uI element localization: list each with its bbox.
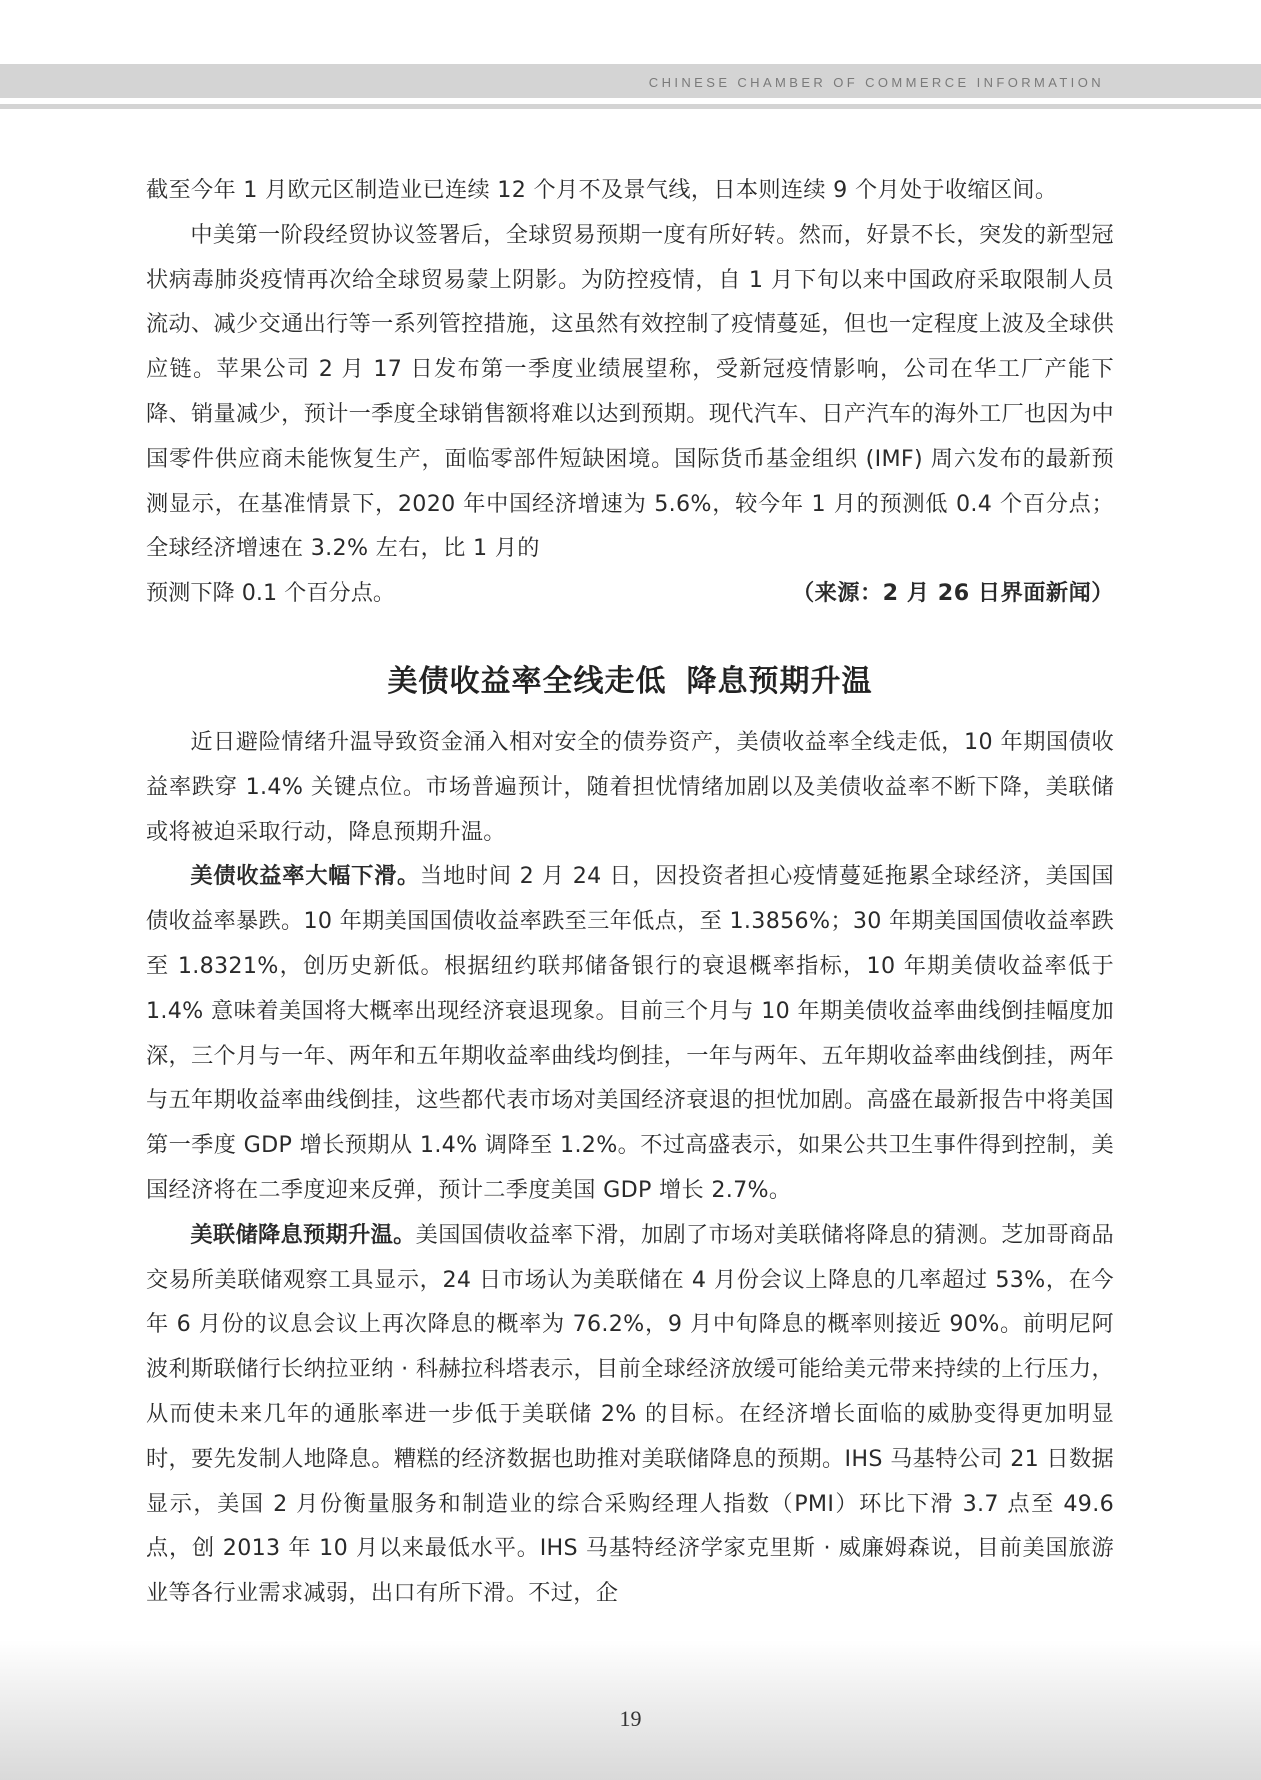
section-title	[146, 662, 1114, 702]
paragraph-intro: 近日避险情绪升温导致资金涌入相对安全的债券资产，美债收益率全线走低，10 年期国债收益率跌穿 1.4% 关键点位。市场普遍预计，随着担忧情绪加剧以及美债收益率不断下降，美联储或将被迫采取行动，降息预期升温。	[146, 728, 1114, 845]
page-content	[146, 168, 1114, 1616]
paragraph-continued: 截至今年 1 月欧元区制造业已连续 12 个月不及景气线，日本则连续 9 个月处于收缩区间。	[146, 177, 1058, 203]
paragraph-rate-cut	[146, 1213, 1114, 1616]
paragraph-last-text: 预测下降 0.1 个百分点。	[146, 580, 396, 607]
body-yield-decline: 当地时间 2 月 24 日，因投资者担心疫情蔓延拖累全球经济，美国国债收益率暴跌。10 年期美国国债收益率跌至三年低点，至 1.3856%；30 年期美国国债收益率跌至 1.8321%，创历史新低。根据纽约联邦储备银行的衰退概率指标，10 年期美债收益率低于 1.4% 意味着美国将大概率出现经济衰退现象。目前三个月与 10 年期美债收益率曲线倒挂幅度加深，三个月与一年、两年和五年期收益率曲线均倒挂，一年与两年、五年期收益率曲线倒挂，两年与五年期收益率曲线倒挂，这些都代表市场对美国经济衰退的担忧加剧。高盛在最新报告中将美国第一季度 GDP 增长预期从 1.4% 调降至 1.2%。不过高盛表示，如果公共卫生事件得到控制，美国经济将在二季度迎来反弹，预计二季度美国 GDP 增长 2.7%。	[146, 863, 1115, 1203]
section-title-part2: 降息预期升温	[686, 663, 873, 699]
source-citation: （来源：2 月 26 日界面新闻）	[791, 580, 1114, 607]
paragraph-last-line	[146, 571, 1114, 616]
paragraph-yield-decline	[146, 854, 1114, 1212]
paragraph-trade-outlook: 中美第一阶段经贸协议签署后，全球贸易预期一度有所好转。然而，好景不长，突发的新型冠状病毒肺炎疫情再次给全球贸易蒙上阴影。为防控疫情，自 1 月下旬以来中国政府采取限制人员流动、减少交通出行等一系列管控措施，这虽然有效控制了疫情蔓延，但也一定程度上波及全球供应链。苹果公司 2 月 17 日发布第一季度业绩展望称，受新冠疫情影响，公司在华工厂产能下降、销量减少，预计一季度全球销售额将难以达到预期。现代汽车、日产汽车的海外工厂也因为中国零件供应商未能恢复生产，面临零部件短缺困境。国际货币基金组织 (IMF) 周六发布的最新预测显示，在基准情景下，2020 年中国经济增速为 5.6%，较今年 1 月的预测低 0.4 个百分点；全球经济增速在 3.2% 左右，比 1 月的	[146, 221, 1114, 562]
section-title-part1: 美债收益率全线走低	[387, 663, 667, 699]
lead-rate-cut: 美联储降息预期升温。	[190, 1221, 416, 1248]
header-rule	[0, 104, 1261, 109]
lead-yield-decline: 美债收益率大幅下滑。	[190, 863, 420, 890]
page-number: 19	[619, 1706, 642, 1731]
running-header: CHINESE CHAMBER OF COMMERCE INFORMATION	[648, 75, 1104, 90]
body-rate-cut: 美国国债收益率下滑，加剧了市场对美联储将降息的猜测。芝加哥商品交易所美联储观察工具显示，24 日市场认为美联储在 4 月份会议上降息的几率超过 53%，在今年 6 月份的议息会议上再次降息的概率为 76.2%，9 月中旬降息的概率则接近 90%。前明尼阿波利斯联储行长纳拉亚纳 · 科赫拉科塔表示，目前全球经济放缓可能给美元带来持续的上行压力，从而使未来几年的通胀率进一步低于美联储 2% 的目标。在经济增长面临的威胁变得更加明显时，要先发制人地降息。糟糕的经济数据也助推对美联储降息的预期。IHS 马基特公司 21 日数据显示，美国 2 月份衡量服务和制造业的综合采购经理人指数（PMI）环比下滑 3.7 点至 49.6 点，创 2013 年 10 月以来最低水平。IHS 马基特经济学家克里斯 · 威廉姆森说，目前美国旅游业等各行业需求减弱，出口有所下滑。不过，企	[146, 1221, 1114, 1607]
